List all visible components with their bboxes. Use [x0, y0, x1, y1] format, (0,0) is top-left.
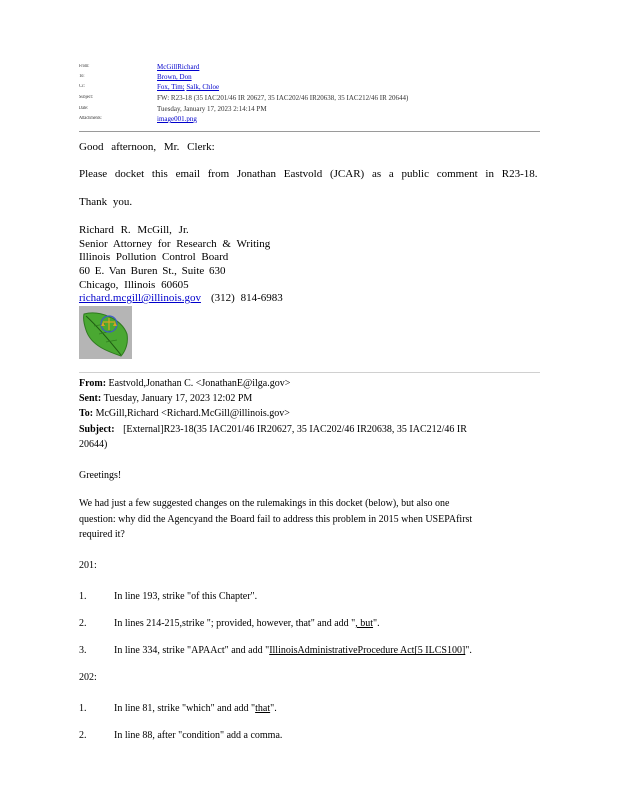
reply-thanks: Thank you.: [79, 196, 133, 208]
original-subject-row: [79, 424, 467, 435]
header-attachments-label: Attachments:: [79, 116, 102, 121]
original-from-value: Eastvold,Jonathan C. <JonathanE@ilga.gov>: [108, 378, 291, 389]
header-to-value[interactable]: [157, 73, 192, 81]
header-cc-link-2[interactable]: Salk, Chloe: [186, 83, 220, 91]
original-paragraph-line-3: required it?: [79, 529, 125, 540]
original-to-value: McGill,Richard <Richard.McGill@illinois.gov>: [95, 408, 290, 419]
item-201-2-number: 2.: [79, 618, 87, 629]
item-201-1-text: In line 193, strike "of this Chapter".: [114, 591, 258, 602]
ipcb-logo-image: [79, 306, 132, 359]
header-divider: [79, 131, 540, 132]
item-201-2-text: In lines 214-215,strike "; provided, however, that" and add ", but".: [114, 618, 380, 629]
original-from-label: From:: [79, 378, 107, 389]
header-cc-value: [157, 83, 219, 91]
signature-name: Richard R. McGill, Jr.: [79, 224, 189, 236]
header-from-label: From:: [79, 64, 90, 69]
header-subject-value: FW: R23-18 (35 IAC201/46 IR 20627, 35 IAC202/46 IR20638, 35 IAC212/46 IR 20644): [157, 94, 409, 102]
header-to-label: To:: [79, 74, 85, 79]
signature-contact: [79, 292, 283, 304]
header-subject-label: Subject:: [79, 95, 93, 100]
original-subject-value: [External]R23-18(35 IAC201/46 IR20627, 35 IAC202/46 IR20638, 35 IAC212/46 IR: [123, 424, 467, 435]
quoted-divider: [79, 372, 540, 373]
signature-address-2: Chicago, Illinois 60605: [79, 279, 189, 291]
header-from-value[interactable]: [157, 63, 199, 71]
item-202-2-text: In line 88, after "condition" add a comma.: [114, 730, 283, 741]
signature-address-1: 60 E. Van Buren St., Suite 630: [79, 265, 226, 277]
signature-phone: (312) 814-6983: [211, 292, 283, 304]
leaf-logo-icon: [79, 306, 132, 359]
original-from-row: [79, 378, 290, 389]
original-subject-label: Subject:: [79, 424, 115, 435]
item-202-2-number: 2.: [79, 730, 87, 741]
original-sent-row: [79, 393, 252, 404]
item-202-1-number: 1.: [79, 703, 87, 714]
signature-title: Senior Attorney for Research & Writing: [79, 238, 271, 250]
original-paragraph-line-1: We had just a few suggested changes on the rulemakings in this docket (below), but also one: [79, 498, 450, 509]
item-202-1-text: In line 81, strike "which" and add "that".: [114, 703, 277, 714]
header-date-value: Tuesday, January 17, 2023 2:14:14 PM: [157, 105, 267, 113]
signature-org: Illinois Pollution Control Board: [79, 251, 229, 263]
header-cc-link-1[interactable]: Fox, Tim;: [157, 83, 185, 91]
original-subject-continued: 20644): [79, 439, 108, 450]
section-202-heading: 202:: [79, 672, 97, 683]
header-from-link[interactable]: McGillRichard: [157, 63, 200, 71]
original-sent-value: Tuesday, January 17, 2023 12:02 PM: [103, 393, 253, 404]
original-to-row: [79, 408, 290, 419]
original-paragraph-line-2: question: why did the Agencyand the Board fail to address this problem in 2015 when USEPAfirst: [79, 514, 473, 525]
header-cc-label: Cc:: [79, 84, 85, 89]
original-sent-label: Sent:: [79, 393, 102, 404]
item-201-3-number: 3.: [79, 645, 87, 656]
header-date-label: Date:: [79, 106, 89, 111]
attachment-link[interactable]: image001.png: [157, 115, 197, 123]
original-to-label: To:: [79, 408, 94, 419]
signature-email-link[interactable]: richard.mcgill@illinois.gov: [79, 292, 201, 304]
original-greeting: Greetings!: [79, 470, 122, 481]
section-201-heading: 201:: [79, 560, 97, 571]
reply-greeting: Good afternoon, Mr. Clerk:: [79, 141, 215, 153]
header-attachments-value[interactable]: [157, 115, 197, 123]
header-to-link[interactable]: Brown, Don: [157, 73, 192, 81]
item-201-1-number: 1.: [79, 591, 87, 602]
item-201-3-text: In line 334, strike "APAAct" and add "IllinoisAdministrativeProcedure Act[5 ILCS100]".: [114, 645, 472, 656]
reply-body: Please docket this email from Jonathan Eastvold (JCAR) as a public comment in R23-18.: [79, 168, 538, 180]
